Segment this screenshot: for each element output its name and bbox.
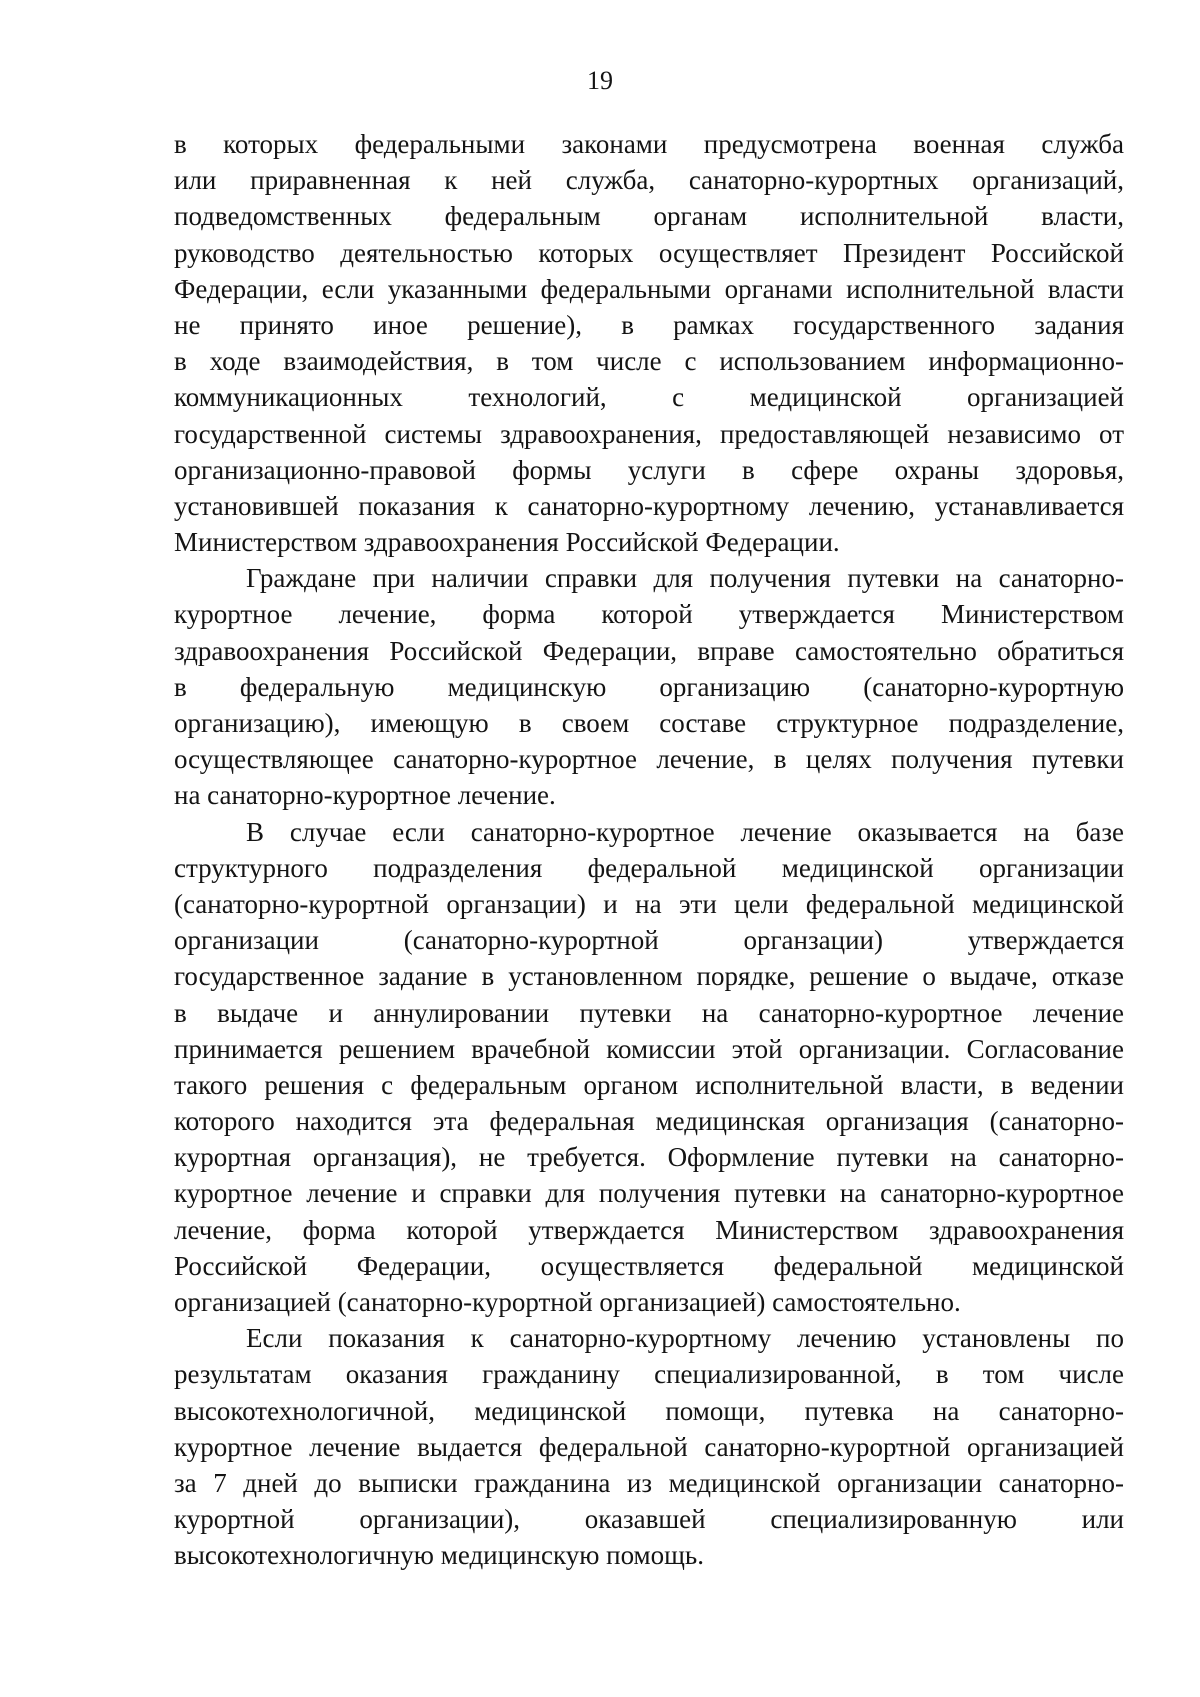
text-line: государственной системы здравоохранения, предоставляющей независимо от <box>174 418 1124 449</box>
text-line: в которых федеральными законами предусмотрена военная служба <box>174 129 1124 159</box>
text-line: Граждане при наличии справки для получения путевки на санаторно- <box>246 563 1124 594</box>
text-line: в ходе взаимодействия, в том числе с использованием информационно- <box>174 346 1124 377</box>
text-line: за 7 дней до выписки гражданина из медицинской организации санаторно- <box>174 1467 1124 1498</box>
text-line: В случае если санаторно-курортное лечение оказывается на базе <box>246 816 1124 847</box>
text-line: организации (санаторно-курортной органзации) утверждается <box>174 925 1124 956</box>
text-line: Федерации, если указанными федеральными органами исполнительной власти <box>174 273 1124 304</box>
page-number: 19 <box>587 66 613 95</box>
text-line: установившей показания к санаторно-курортному лечению, устанавливается <box>174 490 1124 521</box>
text-line: организацию), имеющую в своем составе структурное подразделение, <box>174 708 1124 738</box>
text-line: высокотехнологичной, медицинской помощи, путевка на санаторно- <box>174 1395 1124 1426</box>
text-line: здравоохранения Российской Федерации, вправе самостоятельно обратиться <box>174 635 1124 666</box>
text-line: организационно-правовой формы услуги в сфере охраны здоровья, <box>174 454 1124 485</box>
text-line: результатам оказания гражданину специализированной, в том числе <box>174 1359 1124 1390</box>
text-line: Министерством здравоохранения Российской Федерации. <box>174 527 840 558</box>
text-line: подведомственных федеральным органам исполнительной власти, <box>174 201 1124 232</box>
text-line: высокотехнологичную медицинскую помощь. <box>174 1540 704 1571</box>
text-line: структурного подразделения федеральной медицинской организации <box>174 852 1124 883</box>
text-line: принимается решением врачебной комиссии этой организации. Согласование <box>174 1033 1124 1064</box>
text-line: Российской Федерации, осуществляется федеральной медицинской <box>174 1250 1124 1281</box>
text-line: Если показания к санаторно-курортному лечению установлены по <box>246 1323 1124 1354</box>
text-line: в выдаче и аннулировании путевки на санаторно-курортное лечение <box>174 997 1124 1028</box>
paragraph <box>174 560 1124 813</box>
text-line: такого решения с федеральным органом исполнительной власти, в ведении <box>174 1069 1124 1100</box>
text-line: которого находится эта федеральная медицинская организация (санаторно- <box>174 1106 1124 1137</box>
paragraph <box>174 126 1124 560</box>
paragraph <box>174 814 1124 1321</box>
text-line: не принято иное решение), в рамках государственного задания <box>174 309 1124 340</box>
text-line: курортная органзация), не требуется. Оформление путевки на санаторно- <box>174 1142 1124 1173</box>
text-line: курортное лечение выдается федеральной санаторно-курортной организацией <box>174 1431 1124 1462</box>
text-line: организацией (санаторно-курортной организацией) самостоятельно. <box>174 1287 961 1317</box>
document-body <box>174 126 1124 1574</box>
text-line: курортной организации), оказавшей специализированную или <box>174 1504 1124 1535</box>
text-line: осуществляющее санаторно-курортное лечение, в целях получения путевки <box>174 744 1124 775</box>
text-line: курортное лечение и справки для получения путевки на санаторно-курортное <box>174 1178 1124 1209</box>
text-line: в федеральную медицинскую организацию (санаторно-курортную <box>174 671 1124 702</box>
text-line: лечение, форма которой утверждается Министерством здравоохранения <box>174 1214 1124 1245</box>
paragraph <box>174 1320 1124 1573</box>
text-line: или приравненная к ней служба, санаторно-курортных организаций, <box>174 165 1124 196</box>
text-line: руководство деятельностью которых осуществляет Президент Российской <box>174 237 1124 268</box>
text-line: государственное задание в установленном порядке, решение о выдаче, отказе <box>174 961 1124 992</box>
text-line: курортное лечение, форма которой утверждается Министерством <box>174 599 1124 630</box>
text-line: на санаторно-курортное лечение. <box>174 780 556 811</box>
text-line: коммуникационных технологий, с медицинской организацией <box>174 382 1124 413</box>
text-line: (санаторно-курортной органзации) и на эти цели федеральной медицинской <box>174 888 1124 919</box>
